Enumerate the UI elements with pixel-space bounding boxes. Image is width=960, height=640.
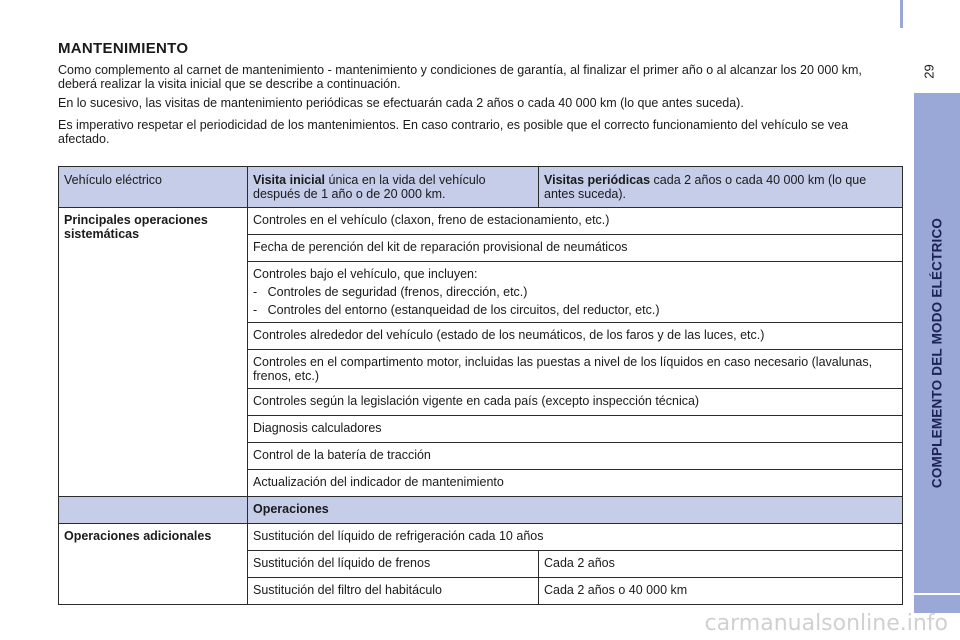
table-header-row [59,167,903,208]
operations-band-label: Operaciones [248,497,903,524]
initial-visit-desc: única en la vida del vehículo después de 1 año o de 20 000 km. [253,173,486,201]
band-empty-cell [59,497,248,524]
table-cell: Controles en el compartimento motor, incluidas las puestas a nivel de los líquidos en caso necesario (lavalunas, frenos, etc.) [248,350,903,389]
list-item: - Controles de seguridad (frenos, dirección, etc.) [253,285,528,299]
header-periodic-visits [539,167,903,208]
table-row [59,208,903,235]
intro-paragraph-1: Como complemento al carnet de mantenimiento - mantenimiento y condiciones de garantía, al finalizar el primer año o al alcanzar los 20 000 km, deberá realizar la visita inicial que se describe a continuación. [58,63,862,91]
watermark: carmanualsonline.info [704,611,948,636]
section-tab-rule [914,593,960,595]
table-cell: Sustitución del líquido de frenos [248,551,539,578]
operations-band-row [59,497,903,524]
intro-paragraph-3: Es imperativo respetar el periodicidad de los mantenimientos. En caso contrario, es posible que el correcto funcionamiento del vehículo se vea afectado. [58,118,849,146]
table-cell: Cada 2 años [539,551,903,578]
table-cell: Actualización del indicador de mantenimiento [248,470,903,497]
maintenance-table [58,166,903,605]
top-rule [900,0,903,28]
table-cell: Sustitución del líquido de refrigeración cada 10 años [248,524,903,551]
intro-paragraph-2: En lo sucesivo, las visitas de mantenimiento periódicas se efectuarán cada 2 años o cada 40 000 km (lo que antes suceda). [58,96,744,110]
page-title: MANTENIMIENTO [58,40,189,57]
group-label-systematic: Principales operaciones sistemáticas [59,208,248,497]
header-vehicle: Vehículo eléctrico [59,167,248,208]
header-initial-visit [248,167,539,208]
table-cell: Diagnosis calculadores [248,416,903,443]
table-cell: Controles en el vehículo (claxon, freno de estacionamiento, etc.) [248,208,903,235]
table-cell: Controles alrededor del vehículo (estado de los neumáticos, de los faros y de las luces, etc.) [248,323,903,350]
under-vehicle-intro: Controles bajo el vehículo, que incluyen: [253,267,478,281]
initial-visit-label: Visita inicial [253,173,326,187]
table-cell [248,262,903,323]
table-cell: Sustitución del filtro del habitáculo [248,578,539,605]
list-item: - Controles del entorno (estanqueidad de los circuitos, del reductor, etc.) [253,303,660,317]
table-cell: Cada 2 años o 40 000 km [539,578,903,605]
intro [58,40,898,151]
periodic-visits-label: Visitas periódicas [544,173,651,187]
page-number: 29 [921,64,937,79]
table-cell: Control de la batería de tracción [248,443,903,470]
table-cell: Controles según la legislación vigente en cada país (excepto inspección técnica) [248,389,903,416]
section-tab-label: COMPLEMENTO DEL MODO ELÉCTRICO [929,217,945,489]
section-tab [914,93,960,613]
periodic-visits-desc: cada 2 años o cada 40 000 km (lo que antes suceda). [544,173,867,201]
table-row [59,524,903,551]
table-cell: Fecha de perención del kit de reparación provisional de neumáticos [248,235,903,262]
group-label-additional: Operaciones adicionales [59,524,248,605]
